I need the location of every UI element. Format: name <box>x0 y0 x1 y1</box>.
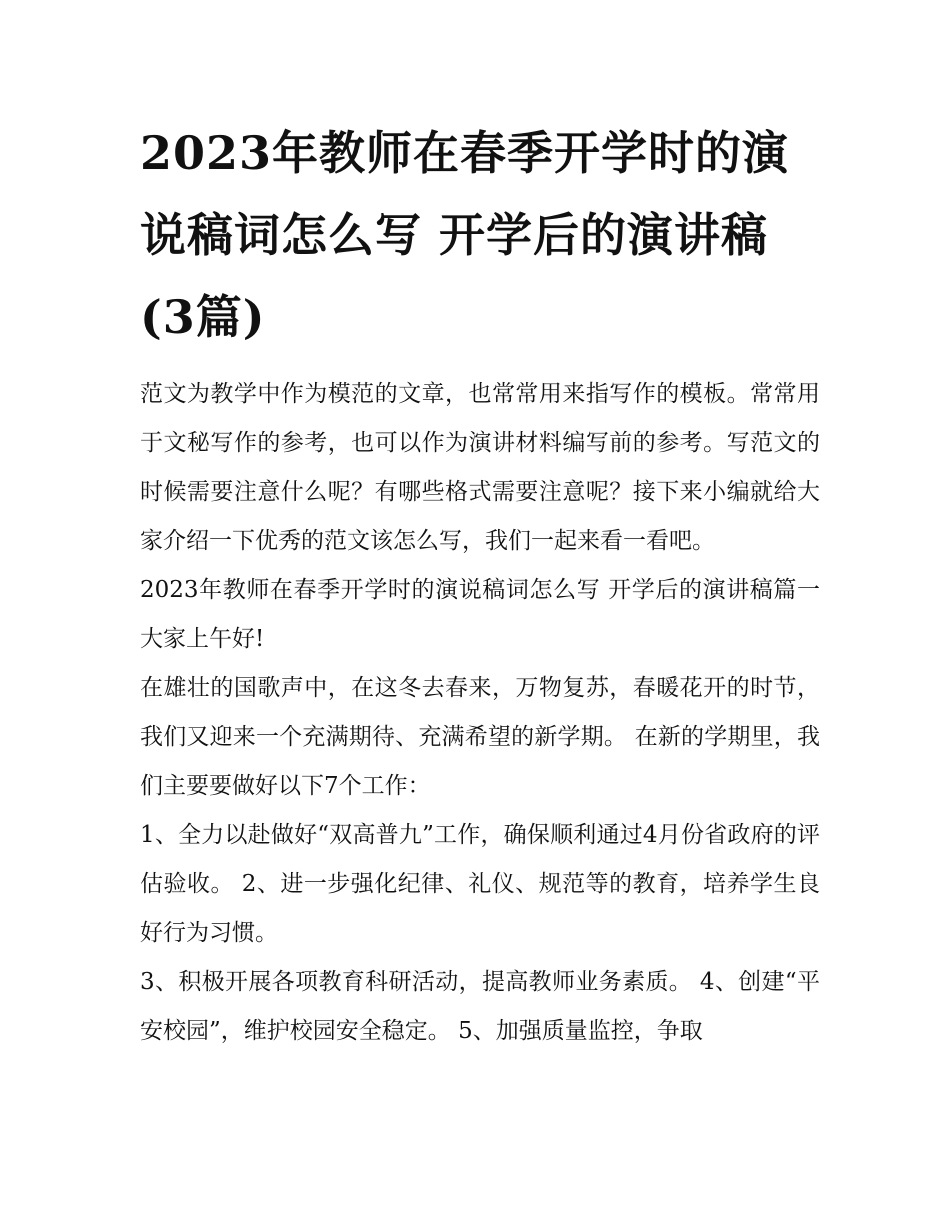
list-paragraph: 3、积极开展各项教育科研活动，提高教师业务素质。 4、创建“平安校园”，维护校园安全稳定。 5、加强质量监控，争取 <box>140 969 820 1044</box>
document-title: 2023年教师在春季开学时的演说稿词怎么写 开学后的演讲稿(3篇) <box>140 126 790 344</box>
list-paragraph: 1、全力以赴做好“双高普九”工作，确保顺利通过4月份省政府的评估验收。 2、进一步强化纪律、礼仪、规范等的教育，培养学生良好行为习惯。 <box>140 822 820 946</box>
body-paragraph: 在雄壮的国歌声中，在这冬去春来，万物复苏，春暖花开的时节，我们又迎来一个充满期待、充满希望的新学期。 在新的学期里，我们主要要做好以下7个工作： <box>140 675 820 799</box>
heading-paragraph: 2023年教师在春季开学时的演说稿词怎么写 开学后的演讲稿篇一 大家上午好! <box>140 577 820 652</box>
document-page <box>140 112 820 1056</box>
intro-paragraph: 范文为教学中作为模范的文章，也常常用来指写作的模板。常常用于文秘写作的参考，也可以作为演讲材料编写前的参考。写范文的时候需要注意什么呢？有哪些格式需要注意呢？接下来小编就给大家介绍一下优秀的范文该怎么写，我们一起来看一看吧。 <box>140 381 820 554</box>
